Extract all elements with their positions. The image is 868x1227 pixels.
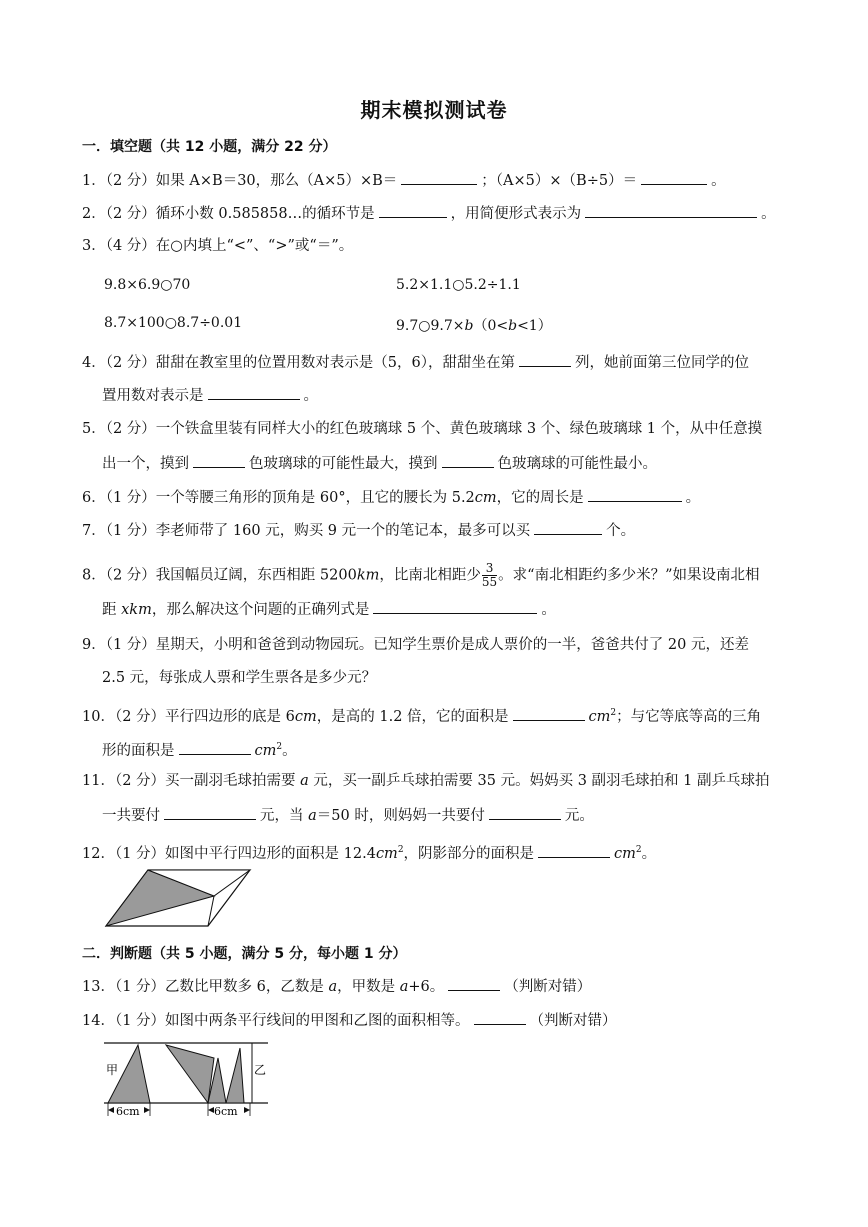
answer-blank[interactable] — [534, 520, 602, 535]
question-13: 13．（1 分）乙数比甲数多 6，乙数是 a，甲数是 a+6。 （判断对错） — [82, 976, 591, 997]
page-title: 期末模拟测试卷 — [360, 98, 508, 122]
answer-blank[interactable] — [401, 170, 477, 185]
question-6: 6．（1 分）一个等腰三角形的顶角是 60°，且它的腰长为 5.2cm，它的周长是 。 — [82, 487, 700, 508]
question-10-cont: 形的面积是 $cm^2$。 — [102, 737, 297, 761]
question-8-cont: 距 xkm，那么解决这个问题的正确列式是 。 — [102, 599, 556, 620]
q3-item-2: 5.2×1.1○5.2÷1.1 — [396, 277, 521, 293]
question-9-cont: 2.5 元，每张成人票和学生票各是多少元？ — [102, 670, 377, 686]
answer-blank[interactable] — [588, 487, 682, 502]
answer-blank[interactable] — [373, 599, 537, 614]
q3-item-1: 9.8×6.9○70 — [104, 277, 191, 293]
question-12: 12．（1 分）如图中平行四边形的面积是 $12.4cm^2$，阴影部分的面积是 $cm^2$。 — [82, 840, 656, 864]
answer-blank[interactable] — [208, 385, 300, 400]
question-4-cont: 置用数对表示是 。 — [102, 385, 318, 406]
answer-blank[interactable] — [585, 203, 757, 218]
dim-label-1: 6cm — [116, 1105, 140, 1118]
answer-blank[interactable] — [513, 706, 585, 721]
question-3: 3．（4 分）在○内填上“<”、“>”或“＝”。 — [82, 238, 354, 254]
question-10: 10．（2 分）平行四边形的底是 6cm，是高的 1.2 倍，它的面积是 $cm^2$；与它等底等高的三角 — [82, 703, 761, 727]
answer-blank[interactable] — [164, 805, 256, 820]
question-4: 4．（2 分）甜甜在教室里的位置用数对表示是（5，6），甜甜坐在第 列，她前面第三位同学的位 — [82, 352, 749, 373]
answer-blank[interactable] — [519, 352, 571, 367]
question-11: 11．（2 分）买一副羽毛球拍需要 a 元，买一副乒乓球拍需要 35 元。妈妈买 3 副羽毛球拍和 1 副乒乓球拍 — [82, 773, 770, 789]
dim-label-2: 6cm — [214, 1105, 238, 1118]
answer-blank[interactable] — [193, 453, 245, 468]
q3-item-4: 9.7○9.7×b（0<b<1） — [396, 318, 552, 334]
question-7: 7．（1 分）李老师带了 160 元，购买 9 元一个的笔记本，最多可以买 个。 — [82, 520, 635, 541]
question-5-cont: 出一个，摸到 色玻璃球的可能性最大，摸到 色玻璃球的可能性最小。 — [102, 453, 657, 474]
answer-blank[interactable] — [379, 203, 447, 218]
answer-blank[interactable] — [442, 453, 494, 468]
answer-blank[interactable] — [474, 1010, 526, 1025]
question-8: 8．（2 分）我国幅员辽阔，东西相距 5200km，比南北相距少 $\frac{3}{55}$ 。求“南北相距约多少米？”如果设南北相 — [82, 561, 760, 589]
label-jia: 甲 — [106, 1063, 119, 1077]
question-2: 2．（2 分）循环小数 0.585858…的循环节是 ，用简便形式表示为 。 — [82, 203, 776, 224]
answer-blank[interactable] — [448, 976, 500, 991]
question-14: 14．（1 分）如图中两条平行线间的甲图和乙图的面积相等。 （判断对错） — [82, 1010, 617, 1031]
q3-item-3: 8.7×100○8.7÷0.01 — [104, 315, 243, 331]
question-5: 5．（2 分）一个铁盒里装有同样大小的红色玻璃球 5 个、黄色玻璃球 3 个、绿色玻璃球 1 个，从中任意摸 — [82, 421, 763, 437]
question-9: 9．（1 分）星期天，小明和爸爸到动物园玩。已知学生票价是成人票价的一半，爸爸共付了 20 元，还差 — [82, 637, 749, 653]
answer-blank[interactable] — [641, 170, 707, 185]
parallelogram-figure — [104, 866, 252, 930]
question-1: 1．（2 分）如果 A×B＝30，那么（A×5）×B＝ ；（A×5）×（B÷5）＝ 。 — [82, 170, 726, 191]
answer-blank[interactable] — [179, 740, 251, 755]
answer-blank[interactable] — [538, 843, 610, 858]
answer-blank[interactable] — [489, 805, 561, 820]
section-fill-in: 一．填空题（共 12 小题，满分 22 分） — [82, 139, 337, 155]
section-true-false: 二．判断题（共 5 小题，满分 5 分，每小题 1 分） — [82, 946, 407, 962]
fraction: $\frac{3}{55}$ — [481, 561, 498, 589]
question-11-cont: 一共要付 元，当 a＝50 时，则妈妈一共要付 元。 — [102, 805, 594, 826]
label-yi: 乙 — [254, 1063, 267, 1077]
parallel-lines-figure — [102, 1038, 272, 1122]
